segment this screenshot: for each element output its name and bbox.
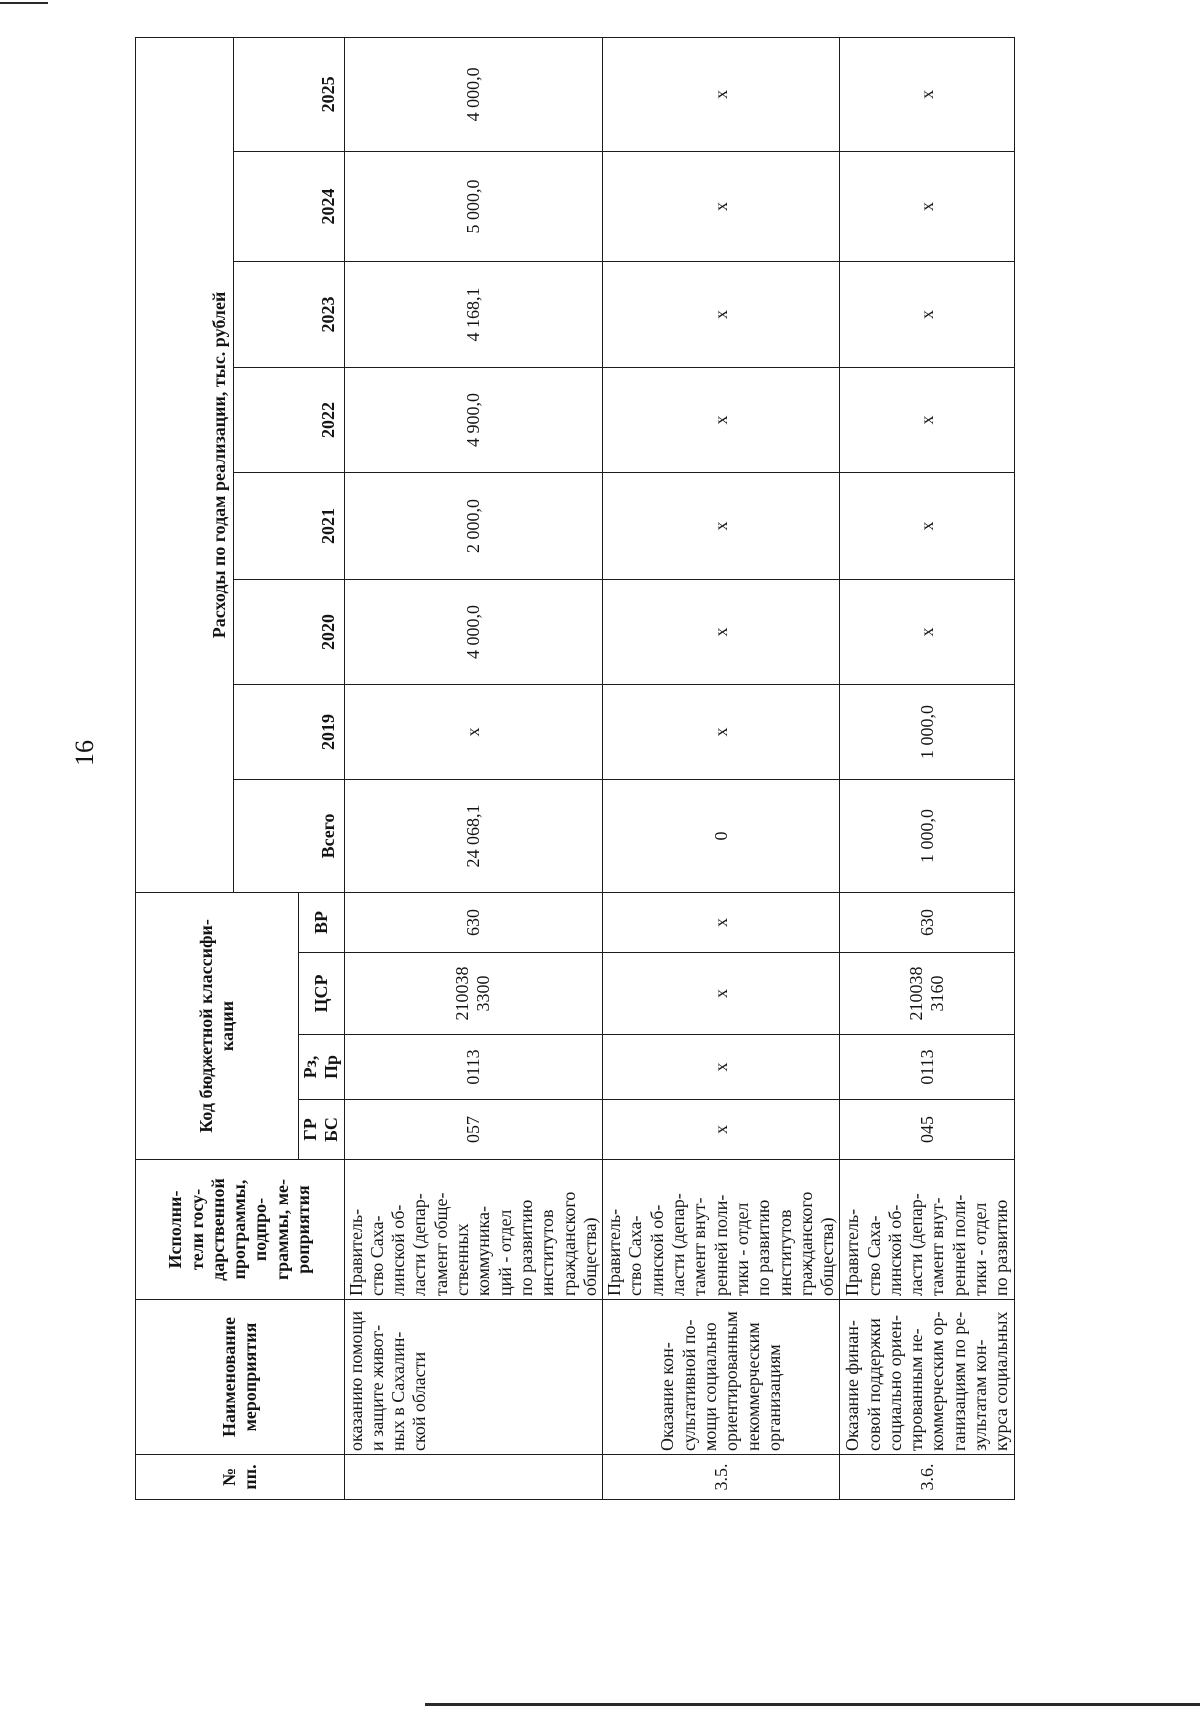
cell-year-2019: х xyxy=(603,684,840,779)
cell-rzpr: 0113 xyxy=(344,1035,603,1100)
cell-year-2019: 1 000,0 xyxy=(840,684,1015,779)
cell-year-2024: х xyxy=(603,151,840,261)
cell-grbs: 057 xyxy=(344,1100,603,1160)
cell-rzpr: х xyxy=(603,1035,840,1100)
cell-year-2020: х xyxy=(840,579,1015,684)
header-rzpr: Рз, Пр xyxy=(299,1035,345,1100)
cell-year-2024: 5 000,0 xyxy=(344,151,603,261)
header-year: 2024 xyxy=(234,151,345,261)
cell-name: Оказание финан- совой поддержки социально ориен- тированным не- коммерческим ор- ганизациям по ре- зультатам кон- курса социальных xyxy=(840,1300,1015,1455)
cell-year-2020: х xyxy=(603,579,840,684)
header-csr: ЦСР xyxy=(299,953,345,1035)
cell-csr: 210038 3160 xyxy=(840,953,1015,1035)
header-year: 2025 xyxy=(234,37,345,151)
header-year: 2023 xyxy=(234,261,345,367)
cell-name: Оказание кон- сультативной по- мощи социально ориентированным некоммерческим организациям xyxy=(603,1300,840,1455)
cell-year-2024: х xyxy=(840,151,1015,261)
header-executor: Исполни- тели госу- дарственной программы, подпро- граммы, ме- роприятия xyxy=(136,1160,345,1300)
cell-year-2019: х xyxy=(344,684,603,779)
header-vr: ВР xyxy=(299,892,345,952)
header-year: 2022 xyxy=(234,367,345,472)
header-row-top xyxy=(136,37,234,1499)
cell-executor: Правитель- ство Саха- линской об- ласти (депар- тамент внут- ренней поли- тики - отдел по развитию xyxy=(840,1160,1015,1300)
header-year: 2019 xyxy=(234,684,345,779)
cell-rzpr: 0113 xyxy=(840,1035,1015,1100)
header-total: Всего xyxy=(234,779,345,892)
cell-year-2023: х xyxy=(603,261,840,367)
cell-num: 3.5. xyxy=(603,1455,840,1500)
cell-vr: х xyxy=(603,892,840,952)
header-year: 2021 xyxy=(234,472,345,579)
cell-year-2025: х xyxy=(840,37,1015,151)
cell-year-2025: 4 000,0 xyxy=(344,37,603,151)
cell-total: 24 068,1 xyxy=(344,779,603,892)
cell-year-2022: х xyxy=(603,367,840,472)
cell-year-2022: 4 900,0 xyxy=(344,367,603,472)
cell-vr: 630 xyxy=(344,892,603,952)
cell-total: 1 000,0 xyxy=(840,779,1015,892)
cell-executor: Правитель- ство Саха- линской об- ласти (депар- тамент внут- ренней поли- тики - отдел по развитию институтов гражданского общества) xyxy=(603,1160,840,1300)
cell-year-2021: х xyxy=(840,472,1015,579)
header-expenses: Расходы по годам реализации, тыс. рублей xyxy=(136,37,234,892)
cell-year-2021: х xyxy=(603,472,840,579)
header-num: № пп. xyxy=(136,1455,345,1500)
cell-year-2022: х xyxy=(840,367,1015,472)
program-activities-table xyxy=(135,37,1015,1500)
cell-year-2023: х xyxy=(840,261,1015,367)
cell-year-2023: 4 168,1 xyxy=(344,261,603,367)
table-row xyxy=(344,37,603,1499)
cell-total: 0 xyxy=(603,779,840,892)
cell-num: 3.6. xyxy=(840,1455,1015,1500)
header-budget-code: Код бюджетной классифи- кации xyxy=(136,892,299,1159)
cell-name: оказанию помощи и защите живот- ных в Сахалин- ской области xyxy=(344,1300,603,1455)
cell-vr: 630 xyxy=(840,892,1015,952)
cell-num xyxy=(344,1455,603,1500)
page-number: 16 xyxy=(70,740,99,766)
cell-year-2025: х xyxy=(603,37,840,151)
cell-grbs: 045 xyxy=(840,1100,1015,1160)
cell-csr: х xyxy=(603,953,840,1035)
cell-year-2020: 4 000,0 xyxy=(344,579,603,684)
cell-executor: Правитель- ство Саха- линской об- ласти (депар- тамент обще- ственных коммуника- ций - отдел по развитию институтов гражданского общества) xyxy=(344,1160,603,1300)
table-row xyxy=(603,37,840,1499)
table-row xyxy=(840,37,1015,1499)
header-name: Наименование мероприятия xyxy=(136,1300,345,1455)
cell-grbs: х xyxy=(603,1100,840,1160)
cell-year-2021: 2 000,0 xyxy=(344,472,603,579)
header-grbs: ГР БС xyxy=(299,1100,345,1160)
header-year: 2020 xyxy=(234,579,345,684)
cell-csr: 210038 3300 xyxy=(344,953,603,1035)
